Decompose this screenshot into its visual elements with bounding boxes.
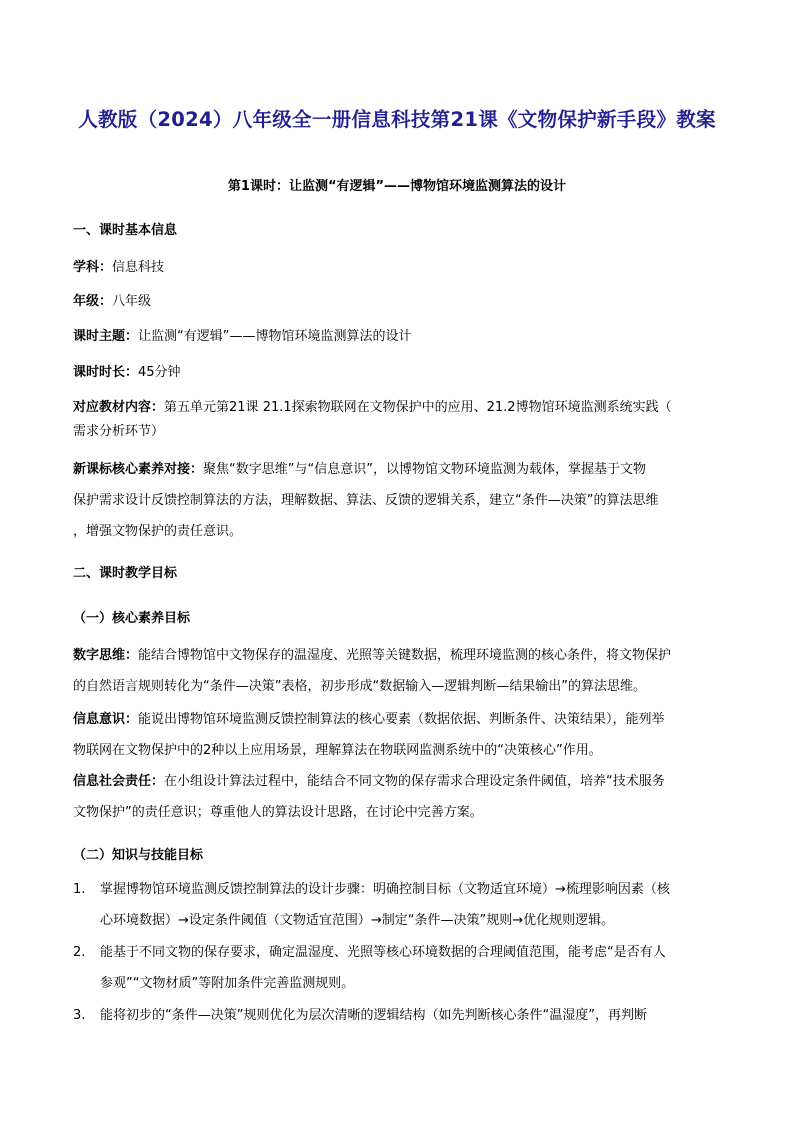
content-text-line2: 需求分析环节）: [73, 424, 165, 439]
lesson-subtitle: 第1课时：让监测“有逻辑”——博物馆环境监测算法的设计: [227, 179, 567, 194]
info-awareness-line2: 物联网在文物保护中的2种以上应用场景，理解算法在物联网监测系统中的“决策核心”作用。: [73, 743, 602, 758]
grade-value: 八年级: [112, 294, 152, 309]
social-responsibility-line1: 在小组设计算法过程中，能结合不同文物的保存需求合理设定条件阈值，培养“技术服务: [164, 774, 665, 789]
topic-line: [73, 321, 721, 352]
info-awareness-label: 信息意识：: [73, 712, 139, 727]
list-item-number: 2.: [73, 945, 86, 960]
digital-thinking-line1: 能结合博物馆中文物保存的温湿度、光照等关键数据，梳理环境监测的核心条件，将文物保护: [138, 648, 672, 663]
standard-label: 新课标核心素养对接：: [73, 462, 204, 477]
list-item-line2: 心环境数据）→设定条件阈值（文物适宜范围）→制定“条件—决策”规则→优化规则逻辑。: [100, 913, 615, 928]
digital-thinking-line2: 的自然语言规则转化为“条件—决策”表格，初步形成“数据输入—逻辑判断—结果输出”的算法思维。: [73, 679, 646, 694]
info-awareness-line1: 能说出博物馆环境监测反馈控制算法的核心要素（数据依据、判断条件、决策结果），能列举: [138, 712, 665, 727]
topic-value: 让监测“有逻辑”——博物馆环境监测算法的设计: [138, 329, 412, 344]
list-item-line1: 能基于不同文物的保存要求，确定温湿度、光照等核心环境数据的合理阈值范围，能考虑“是否有人: [100, 945, 666, 960]
document-title: 人教版（2024）八年级全一册信息科技第21课《文物保护新手段》教案: [78, 108, 716, 131]
digital-thinking-paragraph: [73, 640, 721, 702]
list-item: [73, 874, 721, 936]
grade-line: [73, 286, 721, 317]
subject-value: 信息科技: [112, 260, 165, 275]
duration-label: 课时时长：: [73, 365, 139, 380]
standard-text-line2: 保护需求设计反馈控制算法的方法，理解数据、算法、反馈的逻辑关系，建立“条件—决策”的算法思维: [73, 493, 659, 508]
list-item-text: [100, 937, 721, 999]
standard-text-line3: ，增强文物保护的责任意识。: [73, 524, 243, 539]
section-heading-objectives: 二、课时教学目标: [73, 566, 178, 581]
subject-label: 学科：: [73, 260, 113, 275]
grade-label: 年级：: [73, 294, 113, 309]
subsection-heading-core-literacy: （一）核心素养目标: [73, 611, 191, 626]
standard-text-line1: 聚焦“数字思维”与“信息意识”，以博物馆文物环境监测为载体，掌握基于文物: [203, 462, 646, 477]
topic-label: 课时主题：: [73, 329, 139, 344]
list-item: [73, 937, 721, 999]
duration-value: 45分钟: [138, 365, 181, 380]
list-item-line1: 掌握博物馆环境监测反馈控制算法的设计步骤：明确控制目标（文物适宜环境）→梳理影响因素（核: [100, 882, 670, 897]
list-item: [73, 1000, 721, 1031]
list-item-line2: 参观”“文物材质”等附加条件完善监测规则。: [100, 976, 355, 991]
list-item-text: [100, 874, 721, 936]
duration-line: [73, 357, 721, 388]
list-item-number: 1.: [73, 882, 86, 897]
digital-thinking-label: 数字思维：: [73, 648, 139, 663]
list-item-text: [100, 1000, 721, 1031]
social-responsibility-label: 信息社会责任：: [73, 774, 165, 789]
social-responsibility-paragraph: [73, 766, 721, 828]
subject-line: [73, 252, 721, 283]
subsection-heading-knowledge-skills: （二）知识与技能目标: [73, 848, 204, 863]
curriculum-standard-paragraph: [73, 454, 721, 547]
content-text-line1: 第五单元第21课 21.1探索物联网在文物保护中的应用、21.2博物馆环境监测系统实践（: [164, 400, 672, 415]
content-paragraph: [73, 392, 721, 447]
social-responsibility-line2: 文物保护”的责任意识；尊重他人的算法设计思路，在讨论中完善方案。: [73, 805, 483, 820]
list-item-number: 3.: [73, 1008, 86, 1023]
info-awareness-paragraph: [73, 704, 721, 766]
list-item-line1: 能将初步的“条件—决策”规则优化为层次清晰的逻辑结构（如先判断核心条件“温湿度”，再判断: [100, 1008, 647, 1023]
section-heading-basic-info: 一、课时基本信息: [73, 223, 178, 238]
content-label: 对应教材内容：: [73, 400, 165, 415]
